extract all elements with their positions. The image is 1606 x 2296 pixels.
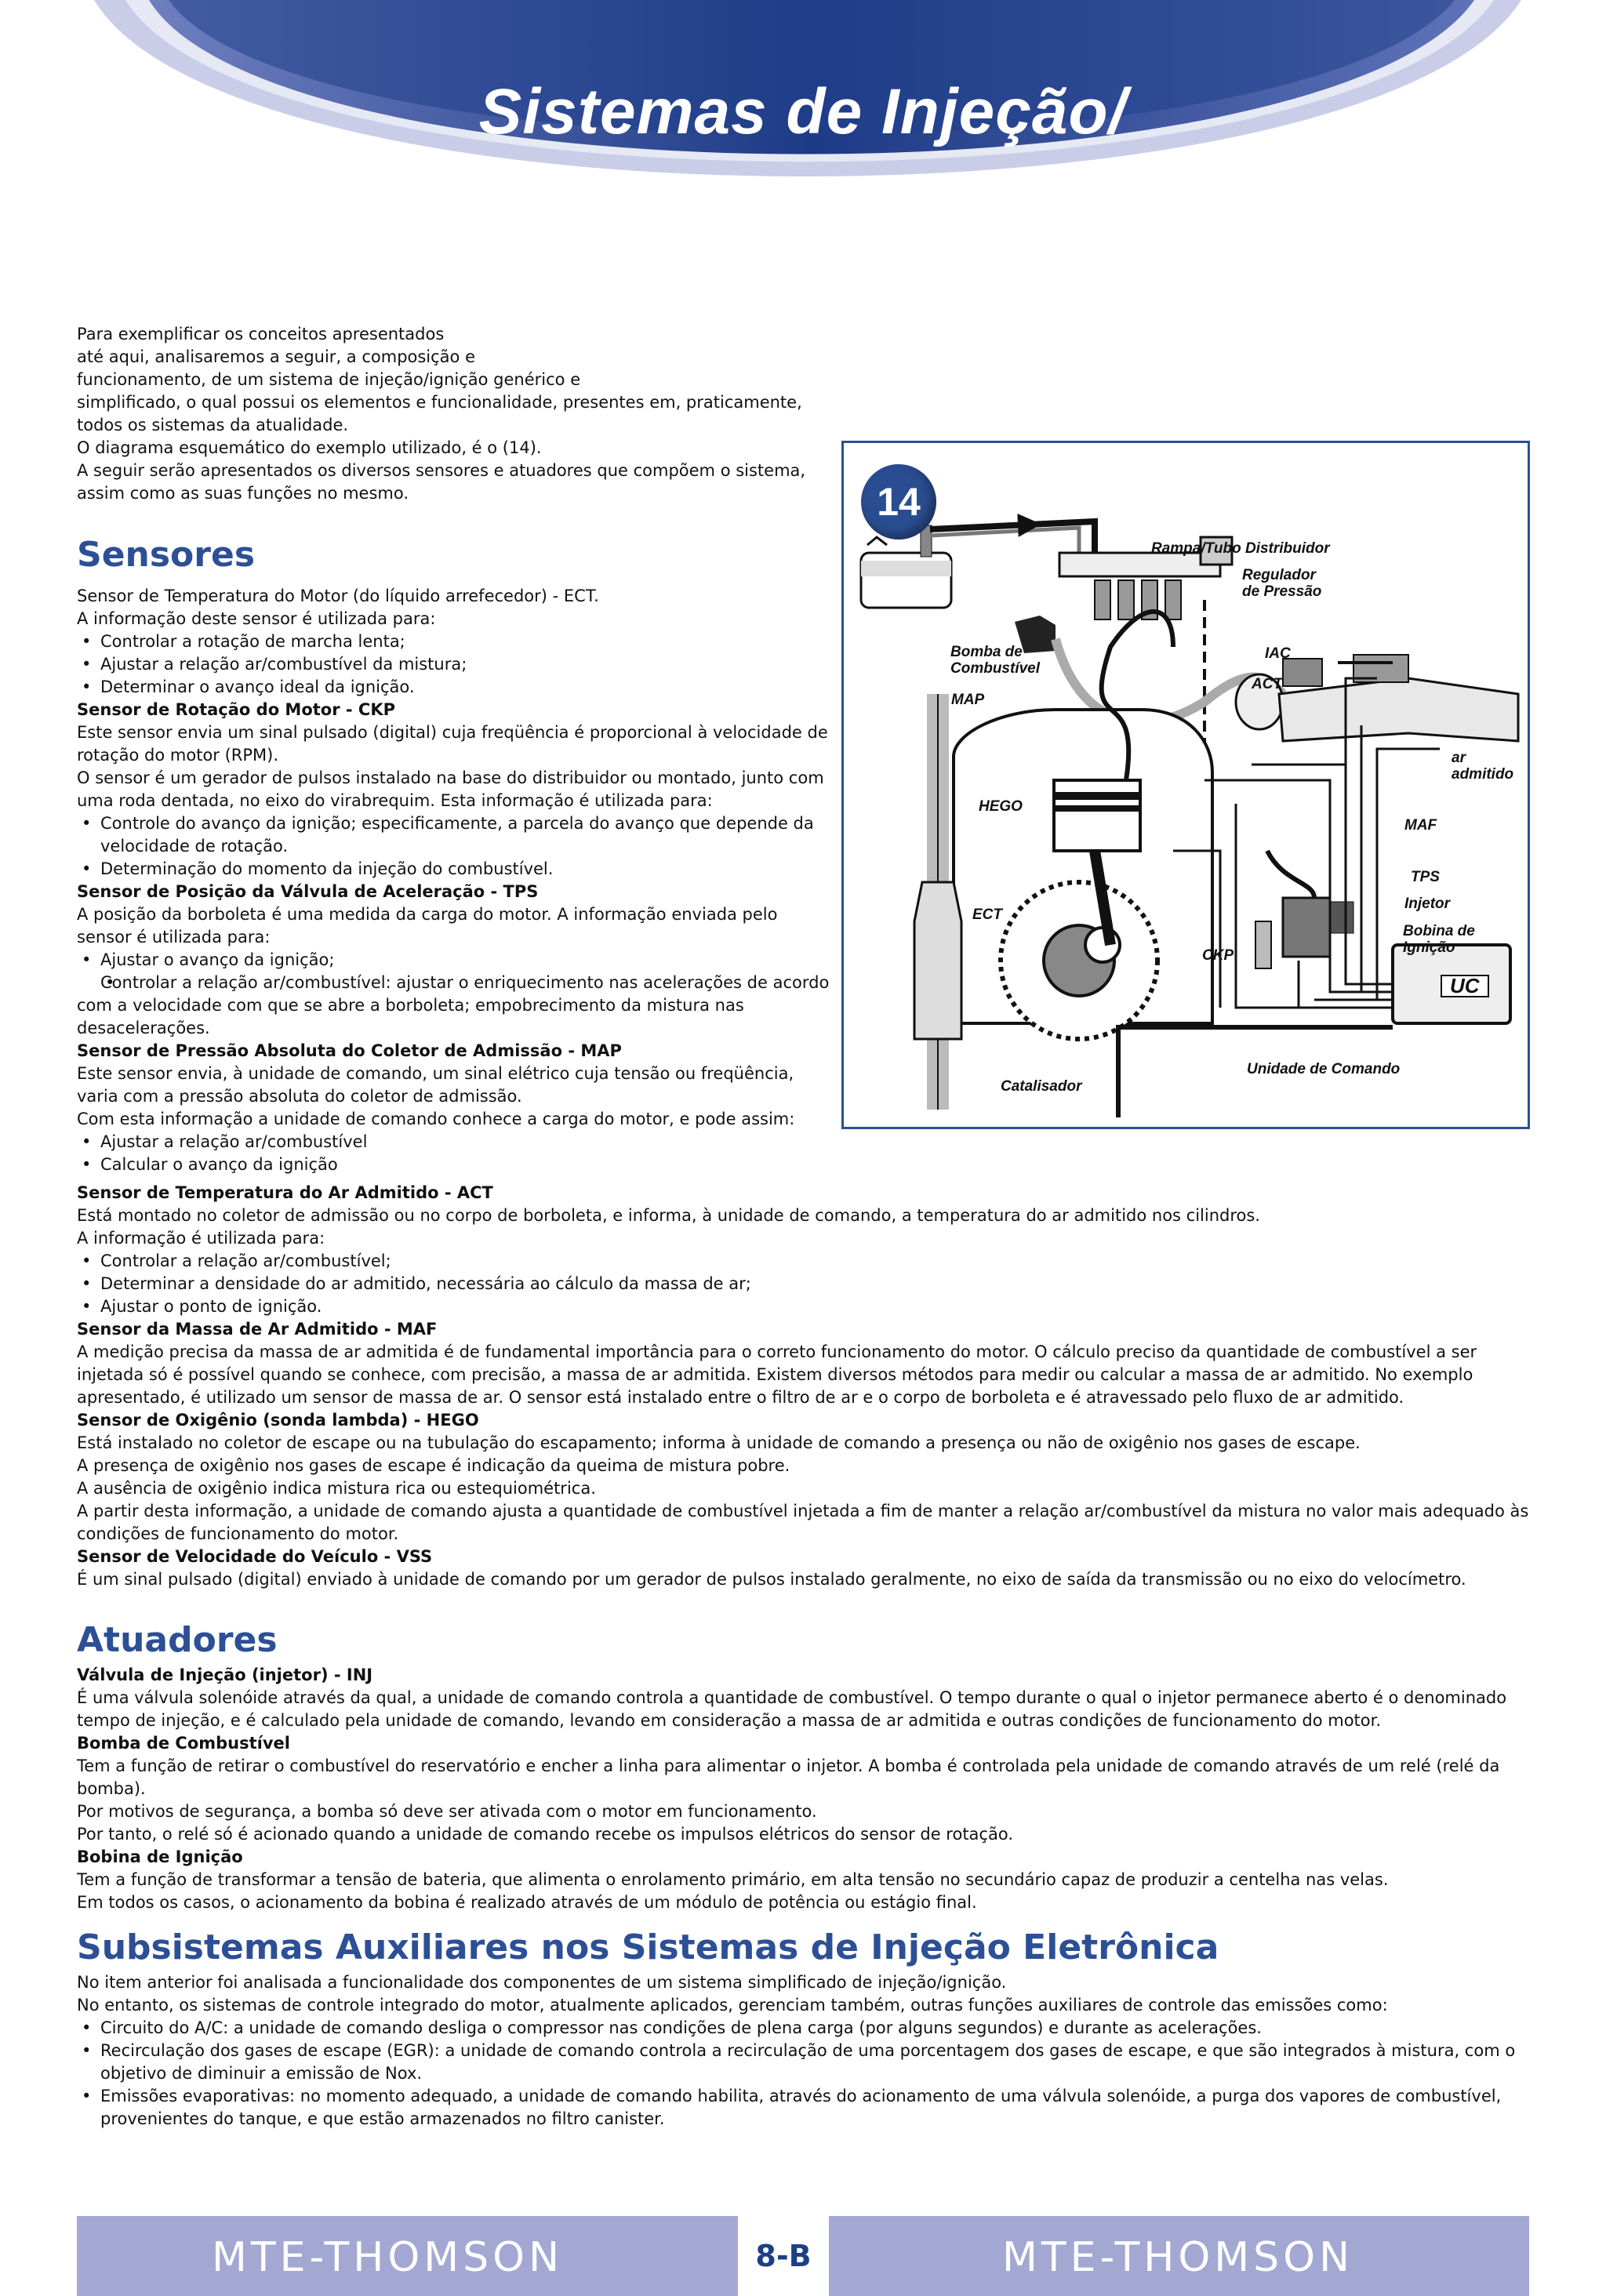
list-item: • Determinar a densidade do ar admitido, necessária ao cálculo da massa de ar; [77, 1273, 1529, 1295]
list-item: • Recirculação dos gases de escape (EGR): a unidade de comando controla a recirculação de uma porcentagem dos gases de escape, e que são integrados à mistura, com o objetivo de diminuir a emissão de Nox. [77, 2040, 1529, 2085]
ect-list [77, 630, 830, 699]
label-rampa: Rampa/Tubo Distribuidor [1151, 540, 1330, 557]
ckp-title: Sensor de Rotação do Motor - CKP [77, 700, 395, 719]
bomba-paragraph: Por motivos de segurança, a bomba só deve ser ativada com o motor em funcionamento. [77, 1802, 817, 1821]
intro-line: funcionamento, de um sistema de injeção/ignição genérico e [77, 370, 581, 389]
title-line-1: Sistemas de Injeção/ [478, 76, 1128, 147]
page-footer [77, 2216, 1529, 2296]
intro-line: simplificado, o qual possui os elementos e funcionalidade, presentes em, praticamente, [77, 393, 802, 412]
title-line-2: Ignição Eletrônica [518, 167, 1088, 238]
figure-number-badge: 14 [861, 464, 936, 539]
list-item: • Ajustar o avanço da ignição; [77, 949, 830, 972]
maf-paragraph: A medição precisa da massa de ar admitida é de fundamental importância para o correto funcionamento do motor. O cálculo preciso da quantidade de combustível a ser injetada só é possível quando se conhece, com precisão, a massa de ar admitida. Existem diversos métodos para medir ou calcular a massa de ar admitido. No exemplo apresentado, é utilizado um sensor de massa de ar. O sensor está instalado entre o filtro de ar e o corpo de borboleta e é atravessado pelo fluxo de ar admitido. [77, 1342, 1477, 1407]
hego-paragraph: A presença de oxigênio nos gases de escape é indicação da queima de mistura pobre. [77, 1456, 790, 1475]
catalyst-shape [914, 882, 961, 1039]
bobina-title: Bobina de Ignição [77, 1847, 243, 1866]
bomba-title: Bomba de Combustível [77, 1734, 290, 1753]
footer-brand-right: MTE-THOMSON [1002, 2234, 1353, 2281]
label-bobina-2: Ignição [1403, 939, 1455, 956]
section-sensores [77, 532, 830, 1176]
list-item: • Determinação do momento da injeção do combustível. [77, 858, 830, 881]
intro-line: todos os sistemas da atualidade. [77, 416, 349, 434]
list-item: • Ajustar o ponto de ignição. [77, 1295, 1529, 1318]
label-bobina-1: Bobina de [1403, 923, 1475, 939]
list-item: • Circuito do A/C: a unidade de comando desliga o compressor nas condições de plena carga (por alguns segundos) e durante as acelerações. [77, 2017, 1529, 2040]
label-hego: HEGO [979, 798, 1023, 815]
list-item: • Calcular o avanço da ignição [77, 1153, 830, 1176]
inj-paragraph: É uma válvula solenóide através da qual, a unidade de comando controla a quantidade de combustível. O tempo durante o qual o injetor permanece aberto é o denominado tempo de injeção, e é calculado pela unidade de comando, levando em consideração a massa de ar admitida e outras condições de funcionamento do motor. [77, 1688, 1507, 1730]
ect-title: Sensor de Temperatura do Motor (do líquido arrefecedor) - ECT. [77, 587, 599, 605]
label-admitido: admitido [1452, 766, 1514, 783]
list-item: • Controlar a rotação de marcha lenta; [77, 630, 830, 653]
label-injetor: Injetor [1404, 896, 1451, 912]
subsistemas-paragraph: No entanto, os sistemas de controle integrado do motor, atualmente aplicados, gerenciam também, outras funções auxiliares de controle das emissões como: [77, 1996, 1388, 2014]
intro-line: até aqui, analisaremos a seguir, a composição e [77, 347, 475, 366]
label-bomba-2: Combustível [950, 660, 1041, 677]
maf-title: Sensor da Massa de Ar Admitido - MAF [77, 1320, 438, 1339]
inj-title: Válvula de Injeção (injetor) - INJ [77, 1666, 373, 1684]
bobina-paragraph: Em todos os casos, o acionamento da bobina é realizado através de um módulo de potência ou estágio final. [77, 1893, 977, 1912]
page-header [0, 0, 1606, 298]
vss-paragraph: É um sinal pulsado (digital) enviado à unidade de comando por um gerador de pulsos instalado geralmente, no eixo de saída da transmissão ou no eixo do velocímetro. [77, 1570, 1466, 1589]
label-catalisador: Catalisador [1001, 1078, 1082, 1095]
section-subsistemas [77, 1924, 1529, 2131]
hego-title: Sensor de Oxigênio (sonda lambda) - HEGO [77, 1411, 479, 1430]
act-paragraph: A informação é utilizada para: [77, 1229, 325, 1248]
intro-line: A seguir serão apresentados os diversos sensores e atuadores que compõem o sistema, [77, 461, 806, 480]
tps-list [77, 949, 830, 1040]
label-unidade-de-comando: Unidade de Comando [1247, 1061, 1401, 1077]
label-map: MAP [951, 692, 985, 708]
list-item: • Determinar o avanço ideal da ignição. [77, 676, 830, 699]
bomba-paragraph: Por tanto, o relé só é acionado quando a unidade de comando recebe os impulsos elétricos do sensor de rotação. [77, 1825, 1013, 1844]
map-list [77, 1131, 830, 1176]
map-title: Sensor de Pressão Absoluta do Coletor de Admissão - MAP [77, 1041, 622, 1060]
label-regulador-2: de Pressão [1242, 583, 1322, 600]
act-paragraph: Está montado no coletor de admissão ou no corpo de borboleta, e informa, à unidade de comando, a temperatura do ar admitido nos cilindros. [77, 1206, 1260, 1225]
heading-atuadores: Atuadores [77, 1620, 278, 1660]
subsistemas-list [77, 2017, 1529, 2131]
act-list [77, 1250, 1529, 1318]
ckp-paragraph: Este sensor envia um sinal pulsado (digital) cuja freqüência é proporcional à velocidade de rotação do motor (RPM). [77, 723, 828, 765]
hego-paragraph: A ausência de oxigênio indica mistura rica ou estequiométrica. [77, 1479, 596, 1498]
footer-brand-left: MTE-THOMSON [212, 2234, 563, 2281]
label-maf: MAF [1404, 817, 1437, 834]
label-regulador-1: Regulador [1242, 567, 1316, 583]
list-item: • Controle do avanço da ignição; especificamente, a parcela do avanço que depende da velocidade de rotação. [77, 812, 830, 858]
list-item: • Controlar a relação ar/combustível: ajustar o enriquecimento nas acelerações de acordo com a velocidade com que se abre a borboleta; empobrecimento da mistura nas desacelerações. [77, 972, 830, 1040]
intro-line: O diagrama esquemático do exemplo utilizado, é o (14). [77, 438, 542, 457]
section-sensores-continued [77, 1182, 1529, 1591]
label-iac: IAC [1265, 645, 1291, 662]
list-item: • Emissões evaporativas: no momento adequado, a unidade de comando habilita, através do acionamento de uma válvula solenóide, a purga dos vapores de combustível, provenientes do tanque, e que estão armazenados no filtro canister. [77, 2085, 1529, 2131]
heading-subsistemas: Subsistemas Auxiliares nos Sistemas de Injeção Eletrônica [77, 1927, 1219, 1967]
intro-line: Para exemplificar os conceitos apresentados [77, 325, 445, 343]
label-ar: ar [1452, 750, 1466, 766]
label-uc: UC [1441, 975, 1489, 997]
label-ect: ECT [972, 906, 1002, 923]
ckp-list [77, 812, 830, 881]
tps-paragraph: A posição da borboleta é uma medida da carga do motor. A informação enviada pelo sensor é utilizada para: [77, 905, 778, 946]
hego-paragraph: Está instalado no coletor de escape ou na tubulação do escapamento; informa à unidade de comando a presença ou não de oxigênio nos gases de escape. [77, 1433, 1361, 1452]
label-tps: TPS [1411, 869, 1440, 885]
section-atuadores [77, 1617, 1529, 1914]
heading-sensores: Sensores [77, 535, 256, 575]
map-paragraph: Com esta informação a unidade de comando conhece a carga do motor, e pode assim: [77, 1110, 795, 1128]
tps-title: Sensor de Posição da Válvula de Aceleração - TPS [77, 882, 539, 901]
subsistemas-paragraph: No item anterior foi analisada a funcionalidade dos componentes de um sistema simplificado de injeção/ignição. [77, 1973, 1007, 1992]
page-number: 8-B [738, 2216, 829, 2296]
ckp-paragraph: O sensor é um gerador de pulsos instalado na base do distribuidor ou montado, junto com uma roda dentada, no eixo do virabrequim. Esta informação é utilizada para: [77, 768, 824, 810]
ect-intro: A informação deste sensor é utilizada para: [77, 609, 436, 628]
bobina-paragraph: Tem a função de transformar a tensão de bateria, que alimenta o enrolamento primário, em alta tensão no secundário capaz de produzir a centelha nas velas. [77, 1870, 1389, 1889]
label-act: ACT [1252, 676, 1283, 692]
list-item: • Ajustar a relação ar/combustível da mistura; [77, 653, 830, 676]
bomba-paragraph: Tem a função de retirar o combustível do reservatório e encher a linha para alimentar o injetor. A bomba é controlada pela unidade de comando através de um relé (relé da bomba). [77, 1757, 1500, 1798]
label-bomba-1: Bomba de [950, 644, 1023, 660]
intro-line: assim como as suas funções no mesmo. [77, 484, 409, 503]
vss-title: Sensor de Velocidade do Veículo - VSS [77, 1547, 433, 1566]
map-paragraph: Este sensor envia, à unidade de comando, um sinal elétrico cuja tensão ou freqüência, varia com a pressão absoluta do coletor de admissão. [77, 1064, 794, 1106]
diagram-figure-14 [841, 441, 1530, 1129]
intro-paragraph [77, 323, 830, 505]
list-item: • Controlar a relação ar/combustível; [77, 1250, 1529, 1273]
act-title: Sensor de Temperatura do Ar Admitido - ACT [77, 1183, 493, 1202]
hego-paragraph: A partir desta informação, a unidade de comando ajusta a quantidade de combustível injetada a fim de manter a relação ar/combustível da mistura no valor mais adequado às condições de funcionamento do motor. [77, 1502, 1529, 1543]
list-item: • Ajustar a relação ar/combustível [77, 1131, 830, 1153]
ignition-coil-shape [1283, 898, 1330, 957]
label-ckp: CKP [1202, 947, 1234, 964]
